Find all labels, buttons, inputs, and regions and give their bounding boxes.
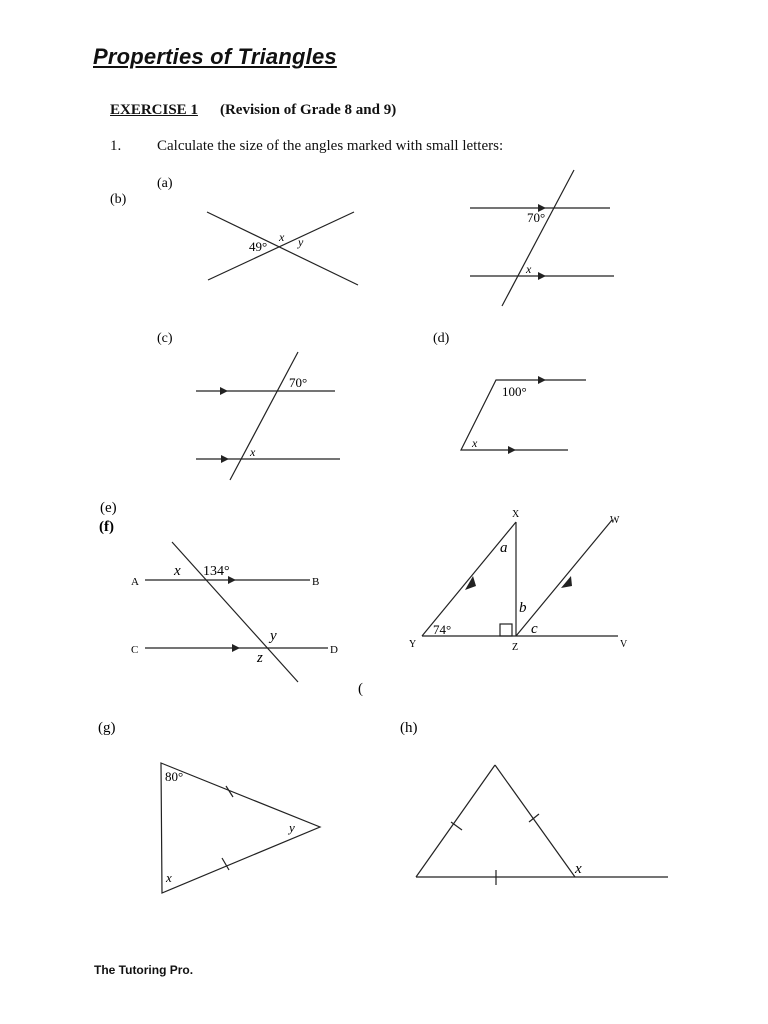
point-A: A: [131, 576, 139, 588]
var-f-y: y: [270, 628, 277, 644]
question-number: 1.: [110, 138, 122, 154]
figure-crossing-lines: [207, 212, 358, 285]
label-b: (b): [110, 192, 127, 207]
page-title: Properties of Triangles: [93, 44, 337, 69]
question-text: Calculate the size of the angles marked with small letters:: [157, 138, 504, 154]
stray-mark: (: [358, 681, 363, 697]
figure-h-triangle: [416, 765, 668, 885]
arrow-mark: [538, 272, 546, 280]
var-b-y: y: [298, 235, 304, 249]
figure-f-parallel: [145, 542, 328, 682]
figure-f-triangle: [422, 520, 618, 636]
arrow-mark: [232, 644, 240, 652]
var-g-y: y: [289, 820, 295, 835]
arrow-mark: [220, 387, 228, 395]
angle-74: 74°: [433, 622, 452, 637]
var-f2-b: b: [519, 600, 527, 616]
var-f2-a: a: [500, 540, 508, 556]
label-f: (f): [99, 519, 114, 535]
label-e: (e): [100, 500, 117, 516]
var-b-x: x: [279, 230, 285, 244]
angle-70-top: 70°: [527, 210, 546, 225]
var-f-x: x: [174, 563, 181, 579]
point-V: V: [620, 639, 628, 650]
var-b2-x: x: [526, 262, 532, 276]
angle-49: 49°: [249, 239, 268, 254]
arrow-mark: [508, 446, 516, 454]
arrow-mark: [221, 455, 229, 463]
var-c-x: x: [250, 445, 256, 459]
point-D: D: [330, 644, 338, 656]
var-f2-c: c: [531, 621, 538, 637]
angle-g-80: 80°: [165, 769, 184, 784]
angle-134: 134°: [203, 564, 230, 579]
label-g: (g): [98, 720, 116, 736]
label-h: (h): [400, 720, 418, 736]
exercise-subtitle: (Revision of Grade 8 and 9): [219, 102, 397, 118]
label-c: (c): [157, 331, 173, 346]
figure-g-triangle: [161, 763, 320, 893]
point-W: W: [610, 515, 620, 526]
var-h-x: x: [575, 861, 582, 877]
var-g-x: x: [166, 870, 172, 885]
arrow-mark: [538, 376, 546, 384]
label-d: (d): [433, 331, 450, 346]
figure-parallel-70: [470, 170, 614, 306]
arrow-mark: [561, 576, 572, 588]
exercise-label: EXERCISE 1: [110, 102, 198, 118]
point-Y: Y: [409, 639, 417, 650]
label-a: (a): [157, 176, 173, 191]
figure-c-parallel: [196, 352, 340, 480]
var-d-x: x: [472, 436, 478, 450]
var-f-z: z: [257, 650, 263, 666]
point-C: C: [131, 644, 139, 656]
angle-d-100: 100°: [502, 384, 527, 399]
footer-brand: The Tutoring Pro.: [94, 963, 194, 977]
point-X: X: [512, 509, 520, 520]
point-Z: Z: [512, 642, 519, 653]
point-B: B: [312, 576, 320, 588]
angle-c-70: 70°: [289, 375, 308, 390]
